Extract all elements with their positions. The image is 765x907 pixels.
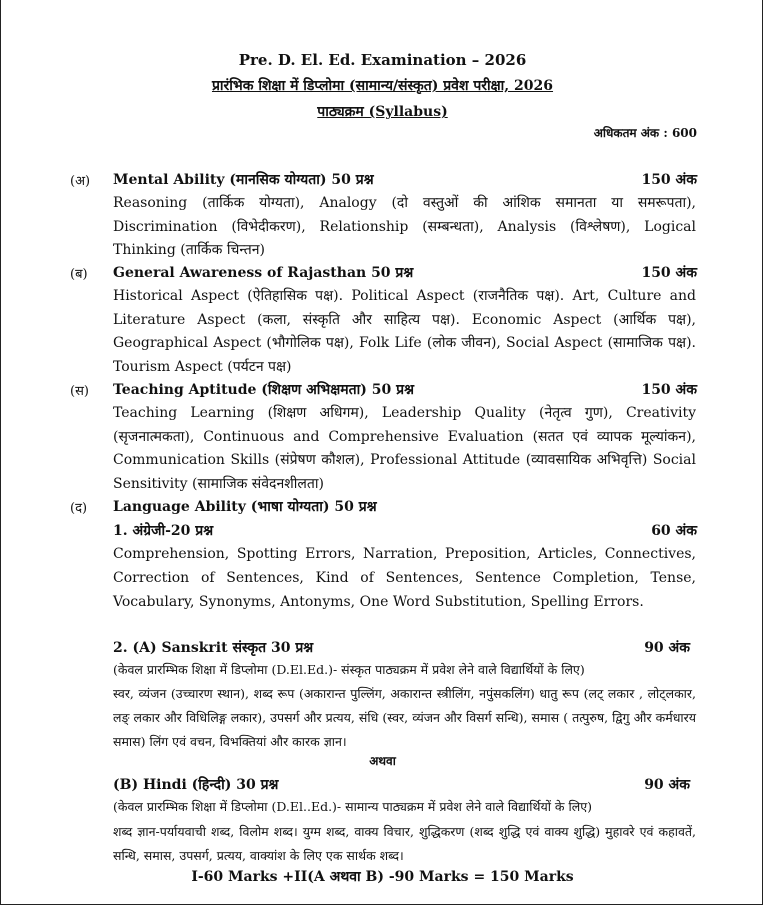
- section-b-label: (ब): [70, 267, 88, 282]
- section-b-marks: 150 अंक: [641, 265, 697, 281]
- section-a-title: Mental Ability (मानसिक योग्यता) 50 प्रश्न: [113, 172, 374, 188]
- hindi-body: शब्द ज्ञान-पर्यायवाची शब्द, विलोम शब्द। युग्म शब्द, वाक्य विचार, शुद्धिकरण (शब्द शुद्धि एवं वाक्य शुद्धि) मुहावरे एवं कहावतें, सन्धि, समास, उपसर्ग, प्रत्यय, वाक्यांश के लिए एक सार्थक शब्द।: [113, 824, 696, 863]
- exam-title: Pre. D. El. Ed. Examination – 2026: [238, 51, 527, 69]
- sanskrit-body: स्वर, व्यंजन (उच्चारण स्थान), शब्द रूप (अकारान्त पुल्लिंग, अकारान्त स्त्रीलिंग, नपुंसकलिंग) धातु रूप (लट् लकार , लोट्लकार, लङ् लकार और विधिलिङ्ग लकार), उपसर्ग और प्रत्यय, संधि (स्वर, व्यंजन और विसर्ग सन्धि), समास ( तत्पुरुष, द्विगु और कर्मधारय समास) लिंग एवं वचन, विभक्तियां और कारक ज्ञान।: [113, 686, 696, 749]
- section-d-title: Language Ability (भाषा योग्यता) 50 प्रश्न: [113, 499, 377, 515]
- english-title: 1. अंग्रेजी-20 प्रश्न: [113, 523, 214, 539]
- section-c-marks: 150 अंक: [641, 382, 697, 398]
- section-a-body: Reasoning (तार्किक योग्यता), Analogy (दो वस्तुओं की आंशिक समानता या समरूपता), Discrimination (विभेदीकरण), Relationship (सम्बन्धता), Analysis (विश्लेषण), Logical Thinking (तार्किक चिन्तन): [113, 195, 696, 258]
- section-b-title: General Awareness of Rajasthan 50 प्रश्न: [113, 265, 414, 281]
- max-marks: अधिकतम अंक : 600: [593, 126, 697, 140]
- english-body: Comprehension, Spotting Errors, Narration, Preposition, Articles, Connectives, Correction of Sentences, Kind of Sentences, Sentence Completion, Tense, Vocabulary, Synonyms, Antonyms, One Word Substitution, Spelling Errors.: [113, 546, 696, 610]
- section-a-marks: 150 अंक: [641, 172, 697, 188]
- section-a-label: (अ): [70, 174, 91, 189]
- section-c-label: (स): [70, 384, 89, 399]
- syllabus-heading: पाठ्यक्रम (Syllabus): [317, 104, 448, 120]
- section-d-label: (द): [70, 501, 88, 516]
- sanskrit-title: 2. (A) Sanskrit संस्कृत 30 प्रश्न: [113, 640, 314, 656]
- english-marks: 60 अंक: [651, 523, 697, 539]
- section-c-title: Teaching Aptitude (शिक्षण अभिक्षमता) 50 प्रश्न: [113, 382, 415, 398]
- section-c-body: Teaching Learning (शिक्षण अधिगम), Leadership Quality (नेतृत्व गुण), Creativity (सृजनात्मकता), Continuous and Comprehensive Evaluation (सतत एवं व्यापक मूल्यांकन), Communication Skills (संप्रेषण कौशल), Professional Attitude (व्यावसायिक अभिवृत्ति) Social Sensitivity (सामाजिक संवेदनशीलता): [113, 405, 696, 492]
- total-marks: I-60 Marks +II(A अथवा B) -90 Marks = 150 Marks: [191, 869, 574, 885]
- hindi-title: (B) Hindi (हिन्दी) 30 प्रश्न: [113, 777, 279, 793]
- sanskrit-note: (केवल प्रारम्भिक शिक्षा में डिप्लोमा (D.El.Ed.)- संस्कृत पाठ्यक्रम में प्रवेश लेने वाले विद्यार्थियों के लिए): [113, 662, 585, 677]
- or-separator: अथवा: [369, 754, 396, 768]
- section-b-body: Historical Aspect (ऐतिहासिक पक्ष). Political Aspect (राजनैतिक पक्ष). Art, Culture and Literature Aspect (कला, संस्कृति और साहित्य पक्ष). Economic Aspect (आर्थिक पक्ष), Geographical Aspect (भौगोलिक पक्ष), Folk Life (लोक जीवन), Social Aspect (सामाजिक पक्ष). Tourism Aspect (पर्यटन पक्ष): [113, 288, 696, 375]
- exam-title-hindi: प्रारंभिक शिक्षा में डिप्लोमा (सामान्य/संस्कृत) प्रवेश परीक्षा, 2026: [211, 78, 554, 94]
- hindi-note: (केवल प्रारम्भिक शिक्षा में डिप्लोमा (D.El..Ed.)- सामान्य पाठ्यक्रम में प्रवेश लेने वाले विद्यार्थियों के लिए): [113, 799, 592, 814]
- sanskrit-marks: 90 अंक: [644, 640, 690, 656]
- hindi-marks: 90 अंक: [644, 777, 690, 793]
